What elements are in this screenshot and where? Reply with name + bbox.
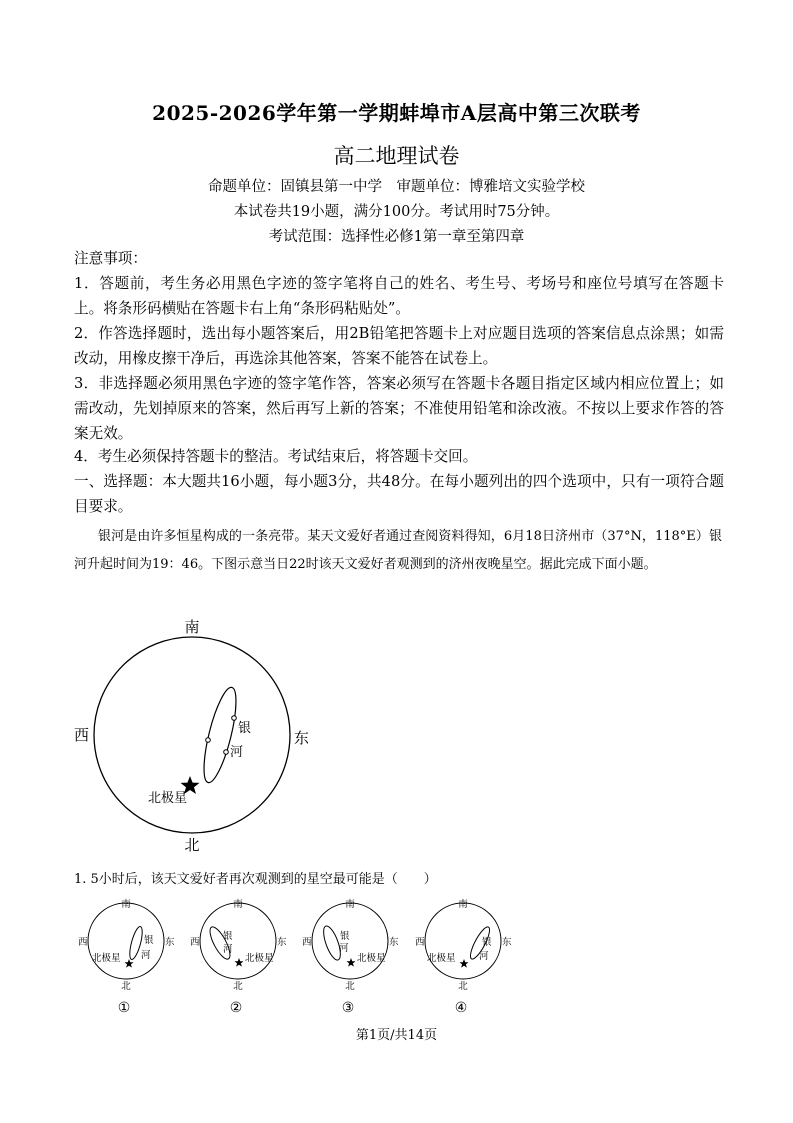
svg-text:南: 南 (233, 899, 243, 910)
question-1: 1. 5小时后，该天文爱好者再次观测到的星空最可能是（ ） (74, 872, 437, 887)
svg-text:河: 河 (223, 944, 233, 955)
svg-text:河: 河 (141, 950, 151, 961)
svg-text:北极星: 北极星 (357, 953, 386, 964)
star-marker (232, 716, 237, 721)
exam-units: 命题单位：固镇县第一中学 审题单位：博雅培文实验学校 (208, 179, 585, 195)
dir-west: 西 (74, 726, 90, 744)
sky-circle (94, 637, 290, 833)
page-footer: 第1页/共14页 (355, 1028, 438, 1043)
section-heading: 一、选择题：本大题共16小题，每小题3分，共48分。在每小题列出的四个选项中，只有一项符合题目要求。 (74, 473, 724, 515)
star-marker (206, 738, 211, 743)
svg-text:南: 南 (458, 899, 468, 910)
exam-subtitle: 高二地理试卷 (333, 144, 460, 168)
svg-text:北: 北 (458, 981, 468, 992)
milky-way-band (197, 685, 242, 785)
notice-item-1: 1．答题前，考生务必用黑色字迹的签字笔将自己的姓名、考生号、考场号和座位号填写在答题卡上。将条形码横贴在答题卡右上角“条形码粘贴处”。 (74, 275, 724, 317)
polaris-star-icon (347, 958, 356, 967)
polaris-star-icon (125, 959, 134, 968)
option-3-diagram (302, 895, 402, 1015)
svg-text:河: 河 (339, 943, 349, 954)
exam-info: 本试卷共19小题，满分100分。考试用时75分钟。 (233, 204, 560, 220)
svg-text:西: 西 (302, 937, 312, 948)
star-marker (224, 750, 229, 755)
svg-text:东: 东 (165, 937, 175, 948)
svg-text:东: 东 (502, 937, 512, 948)
svg-text:北: 北 (345, 981, 355, 992)
dir-north: 北 (184, 836, 200, 854)
polaris-label: 北极星 (148, 791, 188, 806)
svg-text:北: 北 (121, 981, 131, 992)
svg-text:银: 银 (144, 935, 154, 946)
notice-item-3: 3．非选择题必须用黑色字迹的签字笔作答，答案必须写在答题卡各题目指定区域内相应位置上；如需改动，先划掉原来的答案，然后再写上新的答案；不准使用铅笔和涂改液。不按以上要求作答的答案无效。 (74, 375, 724, 442)
exam-title: 2025-2026学年第一学期蚌埠市A层高中第三次联考 (152, 101, 641, 125)
option-label: ① (117, 1000, 131, 1015)
svg-text:北极星: 北极星 (245, 953, 274, 964)
svg-text:东: 东 (277, 937, 287, 948)
star-sky-diagram (70, 612, 330, 862)
svg-text:银: 银 (223, 931, 233, 942)
svg-text:西: 西 (415, 937, 425, 948)
notice-item-4: 4．考生必须保持答题卡的整洁。考试结束后，将答题卡交回。 (74, 448, 478, 465)
svg-text:北: 北 (233, 981, 243, 992)
exam-scope: 考试范围：选择性必修1第一章至第四章 (268, 229, 525, 245)
svg-text:西: 西 (78, 937, 88, 948)
svg-text:银: 银 (340, 931, 350, 942)
polaris-star-icon (460, 959, 469, 968)
svg-text:南: 南 (345, 899, 355, 910)
dir-east: 东 (294, 729, 310, 747)
milky-way-label-1: 银 (238, 721, 252, 736)
option-label: ③ (341, 1000, 355, 1015)
polaris-star-icon (235, 958, 244, 967)
svg-text:南: 南 (121, 899, 131, 910)
option-label: ② (229, 1000, 243, 1015)
svg-text:西: 西 (190, 937, 200, 948)
option-1-diagram (78, 895, 178, 1015)
dir-south: 南 (184, 618, 200, 636)
svg-text:河: 河 (479, 951, 489, 962)
option-4-diagram (415, 895, 515, 1015)
svg-text:北极星: 北极星 (427, 953, 456, 964)
svg-text:北极星: 北极星 (92, 953, 121, 964)
svg-text:银: 银 (482, 937, 492, 948)
question-intro: 银河是由许多恒星构成的一条亮带。某天文爱好者通过查阅资料得知，6月18日济州市（37°N，118°E）银河升起时间为19：46。下图示意当日22时该天文爱好者观测到的济州夜晚星空。据此完成下面小题。 (74, 529, 722, 572)
svg-text:东: 东 (389, 937, 399, 948)
notice-item-2: 2．作答选择题时，选出每小题答案后，用2B铅笔把答题卡上对应题目选项的答案信息点涂黑；如需改动，用橡皮擦干净后，再选涂其他答案，答案不能答在试卷上。 (74, 325, 724, 367)
option-2-diagram (190, 895, 290, 1015)
option-label: ④ (454, 1000, 468, 1015)
milky-way-label-2: 河 (230, 745, 244, 760)
notice-heading: 注意事项： (74, 250, 147, 267)
